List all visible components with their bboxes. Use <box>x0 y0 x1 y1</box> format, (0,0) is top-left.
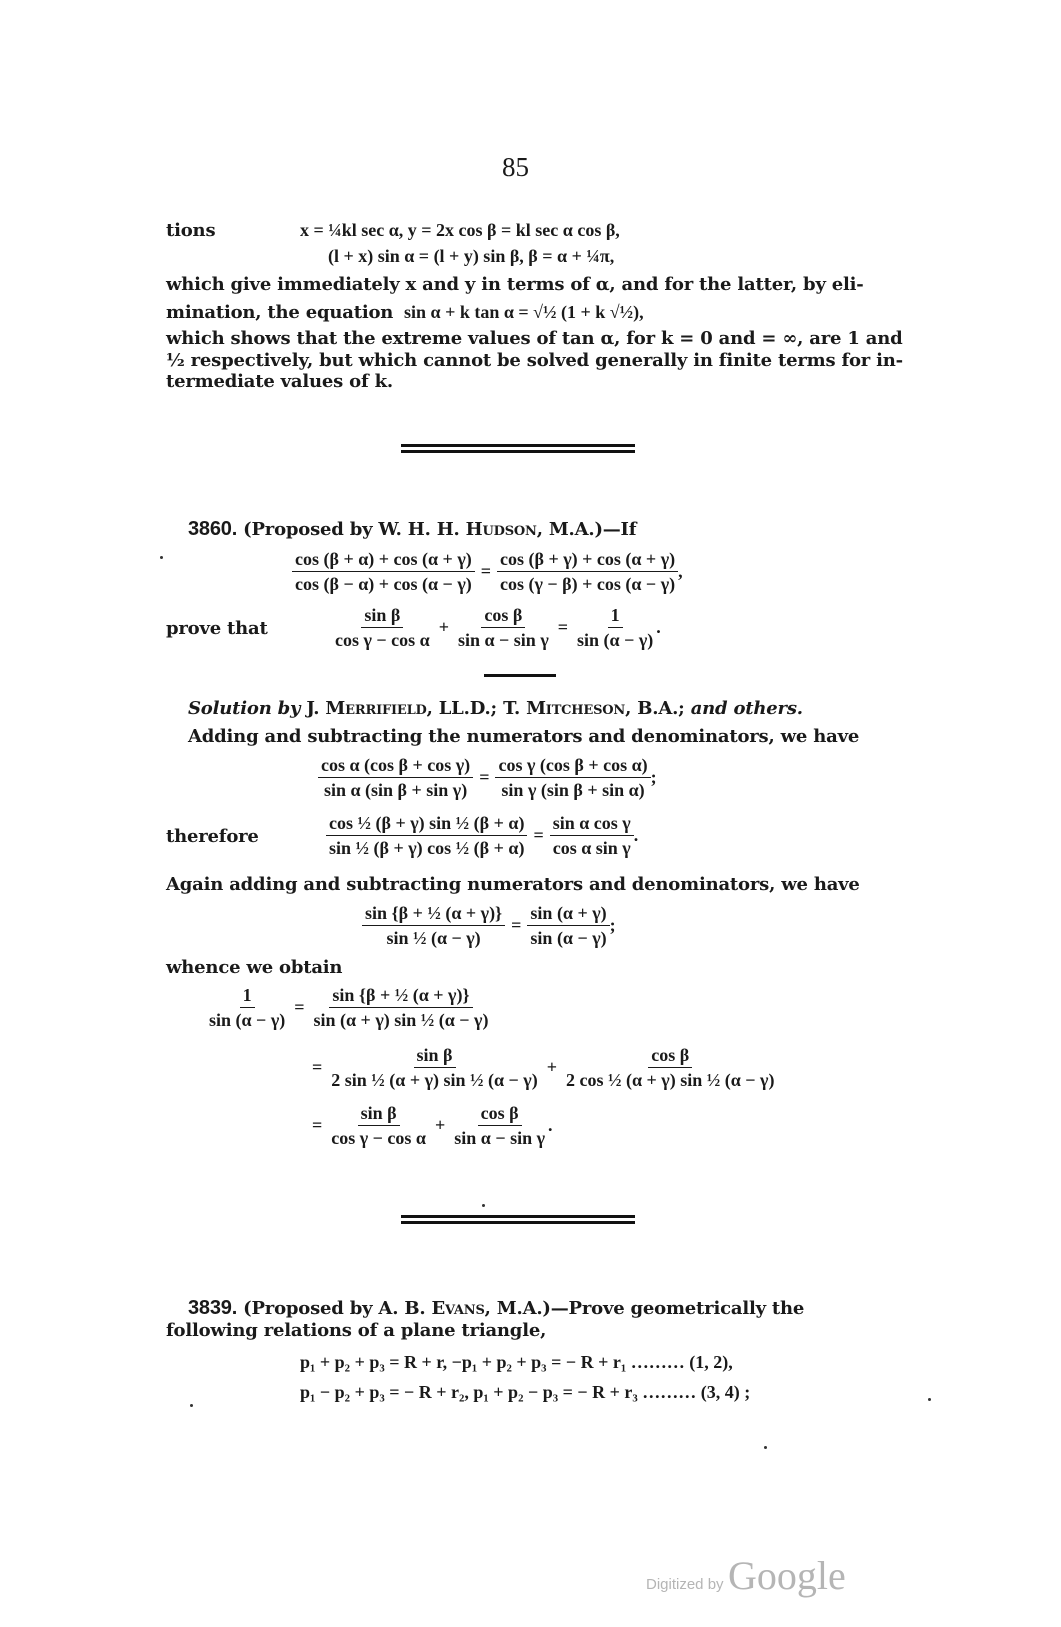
proposer-name: Hudson <box>465 519 537 540</box>
paragraph-line: mination, the equation <box>166 302 394 323</box>
fraction-numerator: 1 <box>608 604 623 628</box>
proposer-suffix: , M.A.)—Prove geometrically the <box>484 1298 805 1319</box>
fraction-numerator: sin (α + γ) <box>527 902 609 926</box>
paragraph-line: following relations of a plane triangle, <box>166 1320 547 1341</box>
fraction-numerator: cos β <box>648 1044 692 1068</box>
problem-number: 3839. <box>188 1297 238 1319</box>
solution-by: Solution by <box>188 698 301 719</box>
problem-3839-header <box>188 1297 804 1320</box>
prove-equation: $\frac{\text{sin β}}{\text{cos γ − cos α}}$ + $\frac{\text{cos β}}{\text{sin α − sin γ}}$ = $\frac{1}{\sin (\alpha - \gamma)}$ . <box>332 604 661 651</box>
fraction-numerator: cos (β + γ) + cos (α + γ) <box>497 548 678 572</box>
fraction-numerator: sin β <box>358 1102 400 1126</box>
scan-speck <box>764 1446 767 1449</box>
fraction-numerator: sin {β + ½ (α + γ)} <box>329 984 472 1008</box>
scan-speck <box>160 556 163 559</box>
paragraph-line: ½ respectively, but which cannot be solved generally in finite terms for in- <box>166 350 903 371</box>
fraction-denominator: 2 cos ½ (α + γ) sin ½ (α − γ) <box>566 1070 775 1090</box>
paragraph-line: termediate values of k. <box>166 371 393 392</box>
problem-3860-header <box>188 518 636 541</box>
section-divider <box>401 444 635 453</box>
solver-degree: , B.A.; <box>625 698 685 719</box>
fraction-numerator: 1 <box>240 984 255 1008</box>
solver-degree: , LL.D.; <box>426 698 497 719</box>
solution-step-2: $\frac{\text{cos ½ (β + γ) sin ½ (β + α)}}{\text{sin ½ (β + γ) cos ½ (β + α)}}$ = $\frac{\text{sin α cos γ}}{\text{cos α sin γ}}$ . <box>326 812 638 859</box>
fraction-numerator: cos γ (cos β + cos α) <box>495 754 650 778</box>
equation-l-sin: (l + x) sin α = (l + y) sin β, β = α + ¼π, <box>328 246 615 266</box>
solution-step-3: $\frac{\text{sin \{β + ½ (α + γ)\}}}{\text{sin ½ (α − γ)}}$ = $\frac{\sin (\alpha + \gamma)}{\sin (\alpha - \gamma)}$ ; <box>362 902 616 949</box>
fraction-numerator: cos ½ (β + γ) sin ½ (β + α) <box>326 812 527 836</box>
fraction-denominator: cos γ − cos α <box>335 630 430 650</box>
fraction-denominator: sin α (sin β + sin γ) <box>323 780 468 800</box>
watermark-prefix: Digitized by <box>646 1576 724 1593</box>
fraction-denominator: sin ½ (β + γ) cos ½ (β + α) <box>329 838 525 858</box>
solution-step-6: = $\frac{\text{sin β}}{\text{cos γ − cos α}}$ + $\frac{\text{cos β}}{\text{sin α − sin γ}}$ . <box>312 1103 553 1148</box>
continuation-label: tions <box>166 220 216 241</box>
fraction-denominator: sin (α + γ) sin ½ (α − γ) <box>313 1010 489 1030</box>
fraction-numerator: sin β <box>414 1044 456 1068</box>
paragraph-line: which give immediately x and y in terms of α, and for the latter, by eli- <box>166 274 864 295</box>
solution-byline <box>188 698 803 720</box>
fraction-denominator: sin α − sin γ <box>454 1128 546 1148</box>
fraction-denominator: sin (α − γ) <box>209 1010 286 1030</box>
therefore-label: therefore <box>166 826 259 847</box>
solution-step-1: $\frac{\text{cos α (cos β + cos γ)}}{\text{sin α (sin β + sin γ)}}$ = $\frac{\text{cos γ (cos β + cos α)}}{\text{sin γ (sin β + sin α)}}$ ; <box>318 754 657 801</box>
fraction-denominator: sin α − sin γ <box>457 630 549 650</box>
proposer-suffix: , M.A.)—If <box>536 519 637 540</box>
solver-name: T. Mitcheson <box>503 698 626 719</box>
whence-label: whence we obtain <box>166 957 343 978</box>
scan-speck <box>482 1204 485 1207</box>
relation-line-1: p₁ + p₂ + p₃ = R + r, −p₁ + p₂ + p₃ = − R + r₁ ……… (1, 2), <box>300 1352 733 1372</box>
solution-text: Again adding and subtracting numerators and denominators, we have <box>166 874 860 895</box>
fraction-denominator: cos α sin γ <box>552 838 631 858</box>
fraction-denominator: sin γ (sin β + sin α) <box>501 780 645 800</box>
proposer-prefix: (Proposed by A. B. <box>243 1298 426 1319</box>
fraction-numerator: sin α cos γ <box>550 812 634 836</box>
fraction-denominator: sin ½ (α − γ) <box>386 928 481 948</box>
fraction-numerator: cos (β + α) + cos (α + γ) <box>292 548 475 572</box>
google-logo: Google <box>728 1553 846 1598</box>
fraction-denominator: sin (α − γ) <box>577 630 654 650</box>
relation-line-2: p₁ − p₂ + p₃ = − R + r₂, p₁ + p₂ − p₃ = − R + r₃ ……… (3, 4) ; <box>300 1382 751 1402</box>
fraction-denominator: 2 sin ½ (α + γ) sin ½ (α − γ) <box>331 1070 538 1090</box>
given-equation: $\frac{\cos (\beta + \alpha) + \cos (\alpha + \gamma)}{\cos (\beta - \alpha) + \cos (\alpha - \gamma)}$ = $\frac{\cos (\beta + \gamma) + \cos (\alpha + \gamma)}{\cos (\gamma - \beta) + \cos (\alpha - \gamma)}$ , <box>292 548 683 595</box>
fraction-numerator: sin {β + ½ (α + γ)} <box>362 902 505 926</box>
solution-step-5: = $\frac{\text{sin β}}{\text{2 sin ½ (α + γ) sin ½ (α − γ)}}$ + $\frac{\text{cos β}}{\text{2 cos ½ (α + γ) sin ½ (α − γ)}}$ <box>306 1044 777 1091</box>
fraction-denominator: cos (β − α) + cos (α − γ) <box>295 574 472 594</box>
scan-speck <box>928 1398 931 1401</box>
problem-number: 3860. <box>188 518 238 540</box>
solution-text: Adding and subtracting the numerators and denominators, we have <box>188 726 860 747</box>
proposer-prefix: (Proposed by W. H. H. <box>243 519 460 540</box>
short-divider <box>484 674 556 677</box>
equation-tan-alpha: sin α + k tan α = √½ (1 + k √½), <box>404 302 644 322</box>
fraction-denominator: sin (α − γ) <box>530 928 607 948</box>
equation-x-y: x = ¼kl sec α, y = 2x cos β = kl sec α cos β, <box>300 220 620 240</box>
proposer-name: Evans <box>431 1298 485 1319</box>
fraction-denominator: cos (γ − β) + cos (α − γ) <box>500 574 676 594</box>
fraction-numerator: cos β <box>478 1102 522 1126</box>
fraction-numerator: cos α (cos β + cos γ) <box>318 754 473 778</box>
section-divider <box>401 1215 635 1224</box>
page-number: 85 <box>502 152 529 182</box>
paragraph-line: which shows that the extreme values of tan α, for k = 0 and = ∞, are 1 and <box>166 328 903 349</box>
fraction-numerator: sin β <box>361 604 403 628</box>
and-others: and others. <box>690 698 803 719</box>
solution-step-4: $\frac{1}{\sin (\alpha - \gamma)}$ = $\frac{\text{sin \{β + ½ (α + γ)\}}}{\text{sin (α + γ) sin ½ (α − γ)}}$ <box>206 984 491 1031</box>
fraction-numerator: cos β <box>481 604 525 628</box>
digitized-by-google-watermark <box>646 1552 846 1599</box>
solver-name: J. Merrifield <box>306 698 427 719</box>
prove-label: prove that <box>166 618 268 639</box>
scan-speck <box>190 1404 193 1407</box>
fraction-denominator: cos γ − cos α <box>331 1128 426 1148</box>
